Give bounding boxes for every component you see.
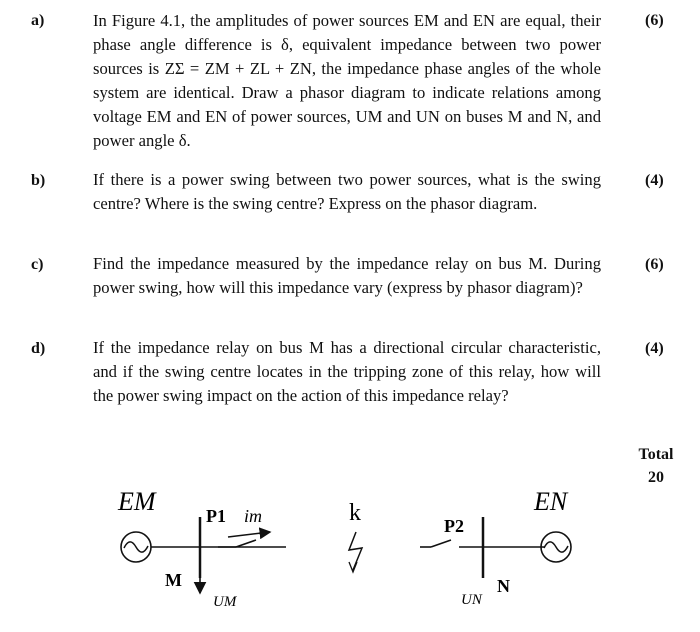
source-left-label: EM: [118, 487, 156, 516]
breaker-left-label: P1: [206, 506, 226, 526]
fault-arrow-tip: [349, 562, 357, 572]
total-value: 20: [648, 469, 664, 486]
question-label: d): [31, 340, 46, 357]
source-right-symbol: [541, 532, 571, 562]
question-text: In Figure 4.1, the amplitudes of power sources EM and EN are equal, their phase angle difference is δ, equivalent impedance between two power sources is ZΣ = ZM + ZL + ZN, the impedance phase angles of the whole system are identical. Draw a phasor diagram to indicate relations among voltage EM and EN of power sources, UM and UN on buses M and N, and power angle δ.: [93, 11, 601, 150]
current-label: im: [244, 506, 262, 526]
question-text: Find the impedance measured by the impedance relay on bus M. During power swing, how will this impedance vary (express by phasor diagram)?: [93, 254, 601, 297]
question-label: b): [31, 172, 46, 189]
question-label: c): [31, 256, 44, 273]
source-left-symbol: [121, 532, 151, 562]
question-marks: (4): [645, 172, 664, 189]
question-marks: (4): [645, 340, 664, 357]
voltage-left-label: UM: [213, 594, 237, 610]
current-arrow: [228, 532, 270, 537]
question-text: If there is a power swing between two power sources, what is the swing centre? Where is the swing centre? Express on the phasor diagram.: [93, 170, 601, 213]
breaker-p1-blade: [236, 540, 256, 547]
fault-label: k: [349, 500, 361, 526]
question-label: a): [31, 12, 45, 29]
question-marks: (6): [645, 12, 664, 29]
bus-left-label: M: [165, 570, 182, 590]
source-right-label: EN: [534, 487, 568, 516]
voltage-right-label: UN: [461, 592, 482, 608]
bus-right-label: N: [497, 576, 510, 596]
breaker-right-label: P2: [444, 516, 464, 536]
total-label: Total: [638, 446, 674, 463]
question-text: If the impedance relay on bus M has a directional circular characteristic, and if the swing centre locates in the tripping zone of this relay, how will the power swing impact on the action of this impedance relay?: [93, 338, 601, 405]
breaker-p2-blade: [431, 540, 451, 547]
question-marks: (6): [645, 256, 664, 273]
